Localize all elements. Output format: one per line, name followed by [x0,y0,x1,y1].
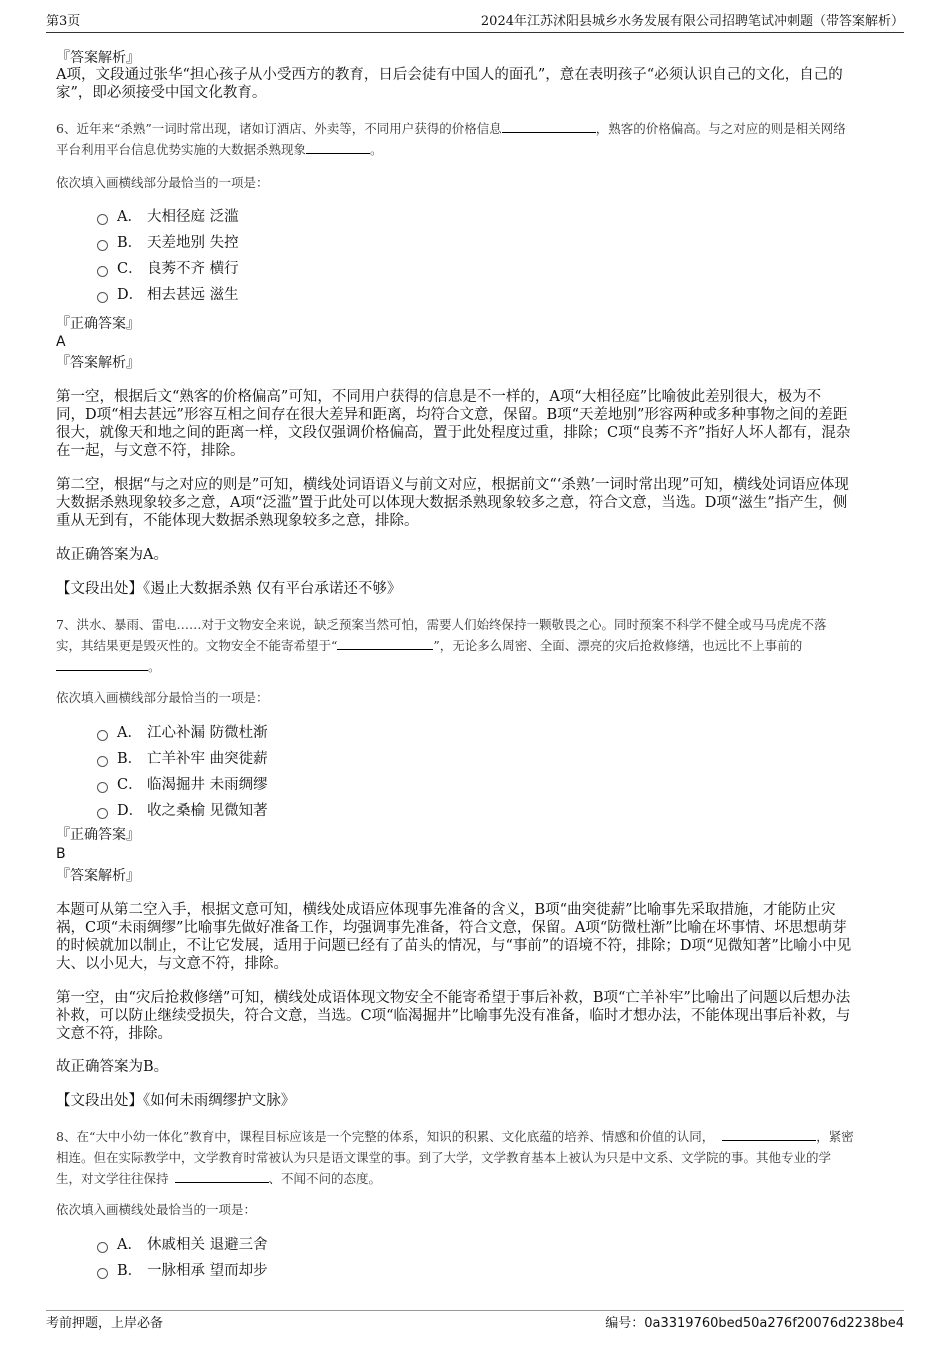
q6-option-a[interactable] [97,206,239,228]
radio-icon[interactable] [97,782,108,793]
blank-line [337,636,433,650]
radio-icon[interactable] [97,1268,108,1279]
analysis-line: 很大，就像天和地之间的距离一样，文段仅强调价格偏高，置于此处程度过重，排除；C项“良莠不齐”指好人坏人都有，混杂 [56,425,851,441]
stem-text: 相连。但在实际教学中，文学教育时常被认为只是语文课堂的事。到了大学，文学教育基本上被认为只是中文系、文学院的事。其他专业的学 [56,1150,832,1165]
question-7-stem [56,614,916,677]
option-text: 江心补漏 防微杜渐 [147,725,268,741]
blank-line [722,1127,816,1141]
option-key: A． [117,1237,142,1253]
analysis-line: 文意不符，排除。 [56,1026,172,1042]
analysis-line: 本题可从第二空入手，根据文意可知，横线处成语应体现事先准备的含义，B项“曲突徙薪”比喻事先采取措施，才能防止灾 [56,902,836,918]
question-8-stem [56,1126,916,1189]
correct-answer: B [56,846,66,862]
q8-option-b[interactable] [97,1260,268,1282]
question-6-stem [56,118,916,160]
option-text: 大相径庭 泛滥 [147,209,239,225]
option-text: 一脉相承 望而却步 [147,1263,268,1279]
question-6-prompt: 依次填入画横线部分最恰当的一项是： [56,175,269,190]
option-key: B． [117,1263,143,1279]
q6-option-b[interactable] [97,232,239,254]
q7-option-a[interactable] [97,722,268,744]
q6-option-d[interactable] [97,284,239,306]
analysis-line: 的时候就加以制止，不让它发展，适用于问题已经有了苗头的情况，与“事前”的语境不符，排除；D项“见微知著”比喻小中见 [56,938,852,954]
analysis-label: 『答案解析』 [56,50,140,66]
analysis-line: 祸，C项“未雨绸缪”比喻事先做好准备工作，均强调事先准备，符合文意，保留。A项“防微杜渐”比喻在坏事情、坏思想萌芽 [56,920,847,936]
option-key: A． [117,725,142,741]
document-id-value: 0a3319760bed50a276f20076d2238be4 [644,1316,904,1331]
option-text: 亡羊补牢 曲突徙薪 [147,751,268,767]
document-id [605,1313,904,1335]
option-key: D． [117,287,144,303]
correct-answer: A [56,334,66,350]
option-text: 相去甚远 滋生 [147,287,239,303]
footer-slogan: 考前押题，上岸必备 [46,1316,164,1331]
option-key: B． [117,751,143,767]
analysis-line: 第二空，根据“与之对应的则是”可知，横线处词语语义与前文对应，根据前文“‘杀熟’一词时常出现”可知，横线处词语应体现 [56,477,849,493]
q6-analysis-para-1 [56,388,916,460]
option-text: 天差地别 失控 [147,235,239,251]
blank-line [306,140,370,154]
page-footer [46,1310,904,1335]
option-text: 休戚相关 退避三舍 [147,1237,268,1253]
radio-icon[interactable] [97,730,108,741]
stem-text: 。 [370,142,383,157]
option-key: A． [117,209,142,225]
stem-text: ”，无论多么周密、全面、漂亮的灾后抢救修缮，也远比不上事前的 [433,638,803,653]
analysis-line: 同，D项“相去甚远”形容互相之间存在很大差异和距离，均符合文意，保留。B项“天差地别”形容两种或多种事物之间的差距 [56,407,848,423]
option-key: C． [117,261,143,277]
q6-conclusion: 故正确答案为A。 [56,547,168,563]
q7-source: 【文段出处】《如何未雨绸缪护文脉》 [56,1093,296,1109]
stem-text: ，紧密 [816,1129,854,1144]
stem-text: 生，对文学往往保持 [56,1171,169,1186]
radio-icon[interactable] [97,214,108,225]
analysis-line: 家”，即必须接受中国文化教育。 [56,85,267,101]
option-key: B． [117,235,143,251]
stem-text: 、不闻不问的态度。 [268,1171,382,1186]
stem-text: 7、洪水、暴雨、雷电……对于文物安全来说，缺乏预案当然可怕，需要人们始终保持一颗敬畏之心。同时预案不科学不健全或马马虎虎不落 [56,617,827,632]
analysis-line: 在一起，与文意不符，排除。 [56,443,245,459]
analysis-line: 第一空，由“灾后抢救修缮”可知，横线处成语体现文物安全不能寄希望于事后补救，B项“亡羊补牢”比喻出了问题以后想办法 [56,990,851,1006]
stem-text: 6、近年来“杀熟”一词时常出现，诸如订酒店、外卖等，不同用户获得的价格信息 [56,121,502,136]
page-header [46,12,904,33]
option-key: D． [117,803,144,819]
analysis-text [56,66,906,102]
option-text: 临渴掘井 未雨绸缪 [147,777,268,793]
analysis-line: 第一空，根据后文“熟客的价格偏高”可知，不同用户获得的信息是不一样的，A项“大相径庭”比喻彼此差别很大，极为不 [56,389,822,405]
q7-conclusion: 故正确答案为B。 [56,1059,169,1075]
q7-analysis-para-2 [56,989,916,1043]
correct-answer-label: 『正确答案』 [56,316,140,332]
question-7-prompt: 依次填入画横线部分最恰当的一项是： [56,690,269,705]
stem-text: 实，其结果更是毁灭性的。文物安全不能寄希望于“ [56,638,338,653]
radio-icon[interactable] [97,266,108,277]
radio-icon[interactable] [97,240,108,251]
q6-option-c[interactable] [97,258,239,280]
option-text: 良莠不齐 横行 [147,261,239,277]
radio-icon[interactable] [97,756,108,767]
q8-option-a[interactable] [97,1234,268,1256]
option-key: C． [117,777,143,793]
page-number: 第3页 [46,14,81,29]
document-title: 2024年江苏沭阳县城乡水务发展有限公司招聘笔试冲刺题（带答案解析） [480,14,904,29]
q6-source: 【文段出处】《遏止大数据杀熟 仅有平台承诺还不够》 [56,581,402,597]
q6-analysis-para-2 [56,476,916,530]
q7-option-d[interactable] [97,800,268,822]
stem-text: ，熟客的价格偏高。与之对应的则是相关网络 [595,121,846,136]
analysis-line: A项，文段通过张华“担心孩子从小受西方的教育，日后会徒有中国人的面孔”，意在表明孩子“必须认识自己的文化，自己的 [56,67,843,83]
document-id-label: 编号： [605,1316,645,1331]
q7-option-c[interactable] [97,774,268,796]
analysis-label: 『答案解析』 [56,355,140,371]
correct-answer-label: 『正确答案』 [56,827,140,843]
stem-text: 。 [148,659,161,674]
stem-text: 8、在“大中小幼一体化”教育中，课程目标应该是一个完整的体系，知识的积累、文化底蕴的培养、情感和价值的认同， [56,1129,715,1144]
q7-analysis-para-1 [56,901,916,973]
analysis-line: 重从无到有，不能体现大数据杀熟现象较多之意，排除。 [56,513,419,529]
radio-icon[interactable] [97,808,108,819]
stem-text: 平台利用平台信息优势实施的大数据杀熟现象 [56,142,307,157]
question-8-prompt: 依次填入画横线处最恰当的一项是： [56,1202,257,1217]
radio-icon[interactable] [97,1242,108,1253]
analysis-line: 大、以小见大，与文意不符，排除。 [56,956,288,972]
analysis-line: 补救，可以防止继续受损失，符合文意，当选。C项“临渴掘井”比喻事先没有准备，临时才想办法，不能体现出事后补救，与 [56,1008,851,1024]
blank-line [175,1169,269,1183]
q7-option-b[interactable] [97,748,268,770]
blank-line [56,657,148,671]
radio-icon[interactable] [97,292,108,303]
analysis-label: 『答案解析』 [56,868,140,884]
analysis-line: 大数据杀熟现象较多之意，A项“泛滥”置于此处可以体现大数据杀熟现象较多之意，符合文意，当选。D项“滋生”指产生，侧 [56,495,848,511]
blank-line [502,119,596,133]
option-text: 收之桑榆 见微知著 [147,803,268,819]
